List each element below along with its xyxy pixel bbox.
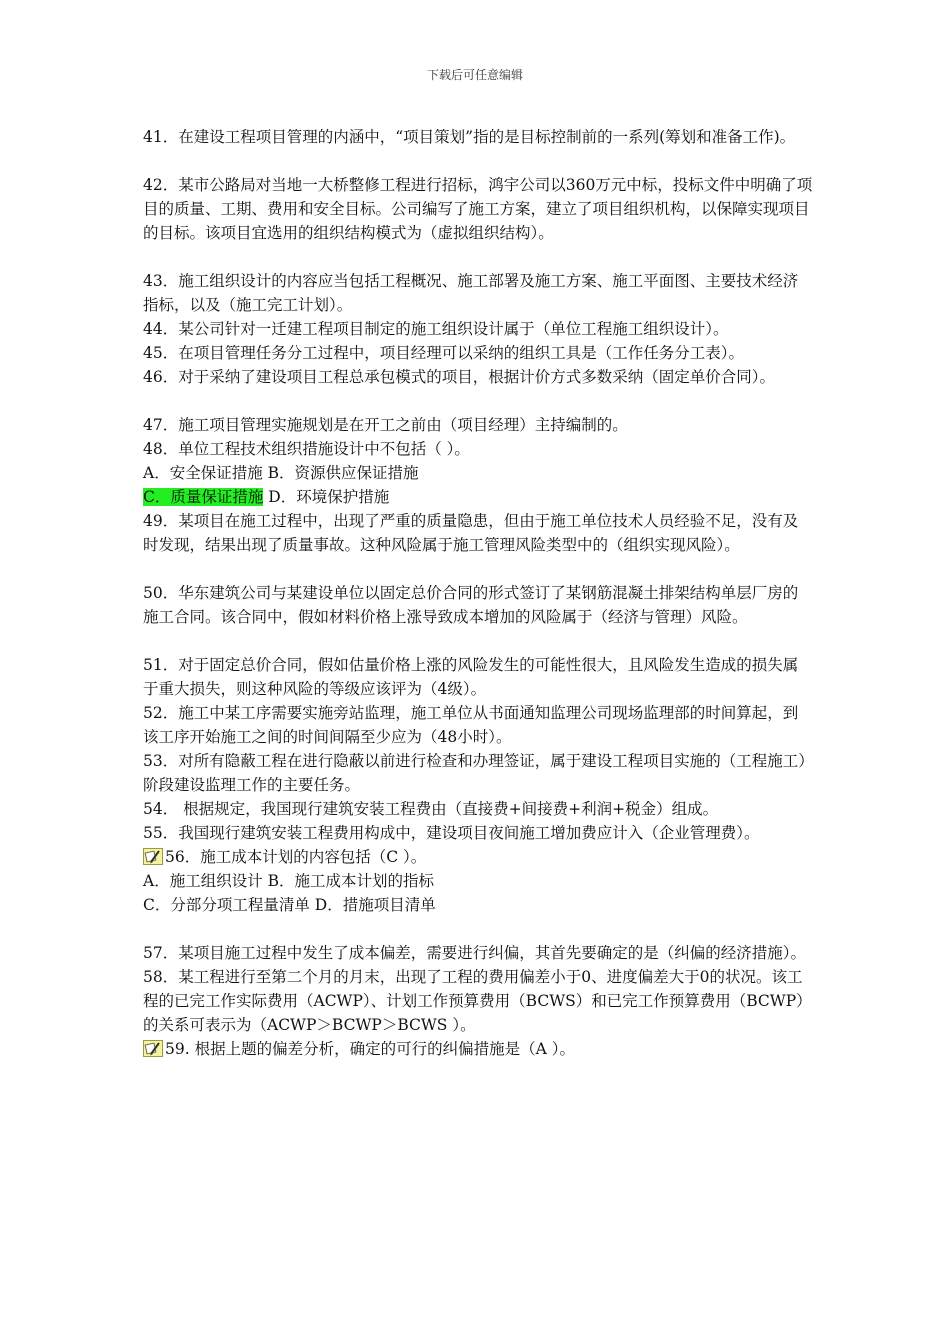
question-58: 58．某工程进行至第二个月的月末，出现了工程的费用偏差小于0、进度偏差大于0的状况。该工程的已完工作实际费用（ACWP）、计划工作预算费用（BCWS）和已完工作预算费用（BCWP）的关系可表示为（ACWP＞BCWP＞BCWS ）。 xyxy=(143,968,812,1034)
question-47: 47．施工项目管理实施规划是在开工之前由（项目经理）主持编制的。 xyxy=(143,416,628,434)
question-51: 51．对于固定总价合同，假如估量价格上涨的风险发生的可能性很大，且风险发生造成的损失属于重大损失，则这种风险的等级应该评为（4级）。 xyxy=(143,656,799,698)
highlighted-option-c: C．质量保证措施 xyxy=(143,488,264,506)
question-57: 57．某项目施工过程中发生了成本偏差，需要进行纠偏，其首先要确定的是（纠偏的经济措施）。 xyxy=(143,944,806,962)
question-56-options-cd: C．分部分项工程量清单 D．措施项目清单 xyxy=(143,896,436,914)
question-56: 56．施工成本计划的内容包括（C ）。 xyxy=(165,848,427,866)
question-45: 45．在项目管理任务分工过程中，项目经理可以采纳的组织工具是（工作任务分工表）。 xyxy=(143,344,744,362)
question-49: 49．某项目在施工过程中，出现了严重的质量隐患，但由于施工单位技术人员经验不足，没有及时发现，结果出现了质量事故。这种风险属于施工管理风险类型中的（组织实现风险）。 xyxy=(143,512,799,554)
question-42: 42．某市公路局对当地一大桥整修工程进行招标，鸿宇公司以360万元中标，投标文件中明确了项目的质量、工期、费用和安全目标。公司编写了施工方案，建立了项目组织机构，以保障实现项目的目标。该项目宜选用的组织结构模式为（虚拟组织结构）。 xyxy=(143,176,813,242)
question-41: 41．在建设工程项目管理的内涵中，“项目策划”指的是目标控制前的一系列(筹划和准备工作)。 xyxy=(143,128,796,146)
question-50: 50．华东建筑公司与某建设单位以固定总价合同的形式签订了某钢筋混凝土排架结构单层厂房的施工合同。该合同中，假如材料价格上涨导致成本增加的风险属于（经济与管理）风险。 xyxy=(143,584,799,626)
question-46: 46．对于采纳了建设项目工程总承包模式的项目，根据计价方式多数采纳（固定单价合同）。 xyxy=(143,368,775,386)
document-body xyxy=(143,125,813,1061)
question-44: 44．某公司针对一迁建工程项目制定的施工组织设计属于（单位工程施工组织设计）。 xyxy=(143,320,729,338)
question-48: 48．单位工程技术组织措施设计中不包括（ ）。 xyxy=(143,440,470,458)
note-pencil-icon xyxy=(143,848,163,865)
question-56-line xyxy=(143,845,813,869)
question-48-options-cd xyxy=(143,485,813,509)
question-54: 54． 根据规定，我国现行建筑安装工程费由（直接费+间接费+利润+税金）组成。 xyxy=(143,800,719,818)
note-pencil-icon xyxy=(143,1040,163,1057)
question-48-options-ab: A．安全保证措施 B．资源供应保证措施 xyxy=(143,464,419,482)
question-43: 43．施工组织设计的内容应当包括工程概况、施工部署及施工方案、施工平面图、主要技术经济指标，以及（施工完工计划）。 xyxy=(143,272,799,314)
option-d: D．环境保护措施 xyxy=(263,488,390,506)
question-59-line xyxy=(143,1037,813,1061)
question-56-options-ab: A．施工组织设计 B．施工成本计划的指标 xyxy=(143,872,435,890)
question-55: 55．我国现行建筑安装工程费用构成中，建设项目夜间施工增加费应计入（企业管理费）。 xyxy=(143,824,760,842)
question-59: 59. 根据上题的偏差分析，确定的可行的纠偏措施是（A ）。 xyxy=(165,1040,575,1058)
question-53: 53．对所有隐蔽工程在进行隐蔽以前进行检查和办理签证，属于建设工程项目实施的（工程施工）阶段建设监理工作的主要任务。 xyxy=(143,752,806,794)
page-header: 下载后可任意编辑 xyxy=(426,68,523,82)
question-52: 52．施工中某工序需要实施旁站监理，施工单位从书面通知监理公司现场监理部的时间算起，到该工序开始施工之间的时间间隔至少应为（48小时）。 xyxy=(143,704,799,746)
